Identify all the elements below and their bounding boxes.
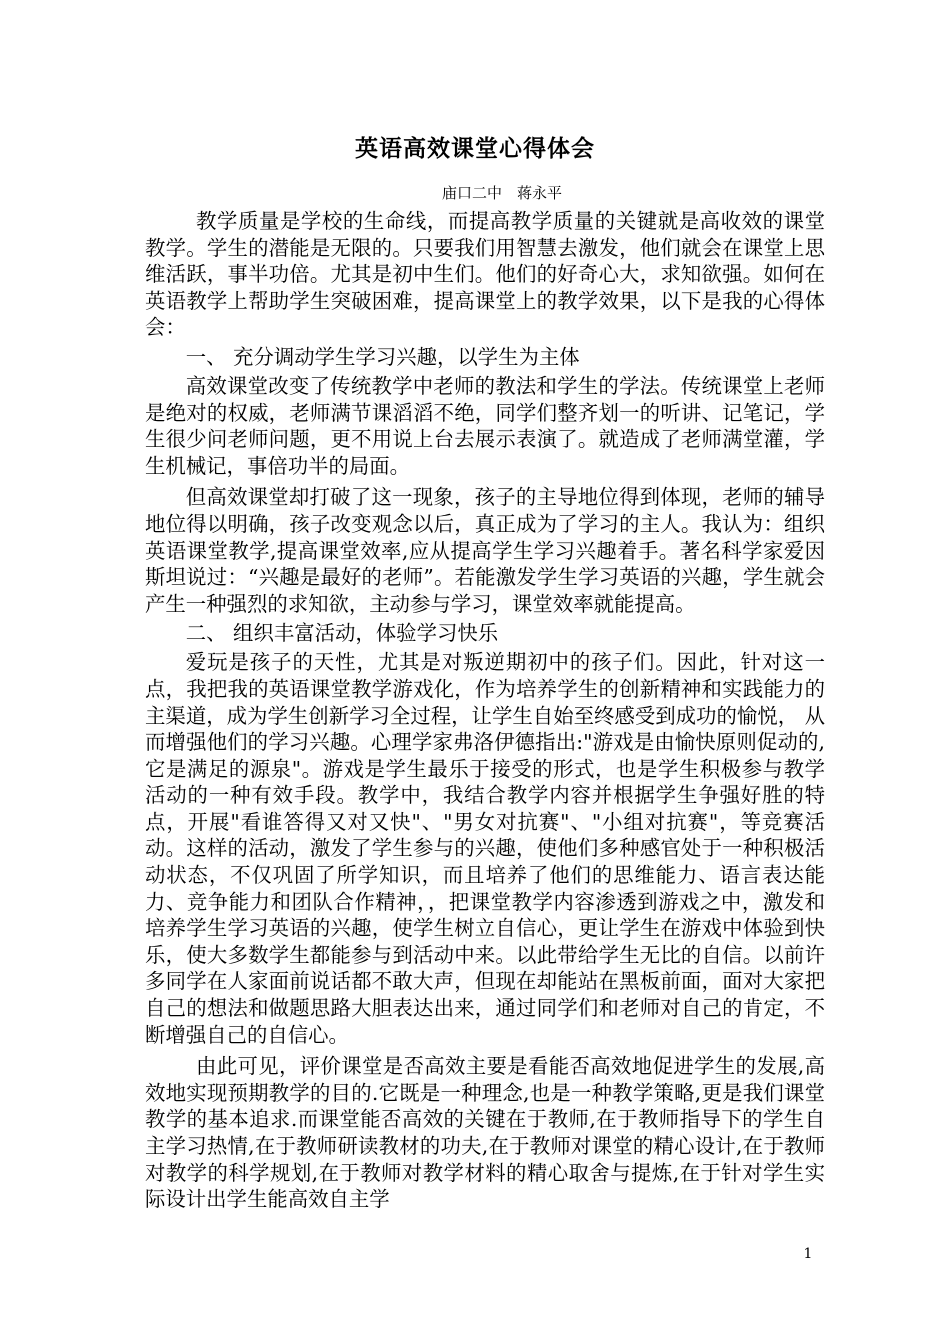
body-paragraph: 由此可见，评价课堂是否高效主要是看能否高效地促进学生的发展,高效地实现预期教学的目的.它既是一种理念,也是一种教学策略,更是我们课堂教学的基本追求.而课堂能否高效的关键在于教师,在于教师指导下的学生自主学习热情,在于教师研读教材的功夫,在于教师对课堂的精心设计,在于教师对教学的科学规划,在于教师对教学材料的精心取舍与提炼,在于针对学生实际设计出学生能高效自主学 [145,1054,825,1212]
document-body [145,208,825,1213]
author-line: 庙口二中 蒋永平 [441,184,562,202]
body-paragraph: 高效课堂改变了传统教学中老师的教法和学生的学法。传统课堂上老师是绝对的权威，老师满节课滔滔不绝，同学们整齐划一的听讲、记笔记，学生很少问老师问题，更不用说上台去展示表演了。就造成了老师满堂灌，学生机械记，事倍功半的局面。 [145,373,825,478]
body-paragraph: 爱玩是孩子的天性，尤其是对叛逆期初中的孩子们。因此，针对这一点，我把我的英语课堂教学游戏化，作为培养学生的创新精神和实践能力的主渠道，成为学生创新学习全过程，让学生自始至终感受到成功的愉悦， 从而增强他们的学习兴趣。心理学家弗洛伊德指出:"游戏是由愉快原则促动的,它是满足的源泉"。游戏是学生最乐于接受的形式，也是学生积极参与教学活动的一种有效手段。教学中，我结合教学内容并根据学生争强好胜的特点，开展"看谁答得又对又快"、"男女对抗赛"、"小组对抗赛"，等竞赛活动。这样的活动，激发了学生参与的兴趣，使他们多种感官处于一种积极活动状态，不仅巩固了所学知识，而且培养了他们的思维能力、语言表达能力、竞争能力和团队合作精神，，把课堂教学内容渗透到游戏之中，激发和培养学生学习英语的兴趣，使学生树立自信心，更让学生在游戏中体验到快乐，使大多数学生都能参与到活动中来。以此带给学生无比的自信。以前许多同学在人家面前说话都不敢大声，但现在却能站在黑板前面，面对大家把自己的想法和做题思路大胆表达出来，通过同学们和老师对自己的肯定，不断增强自己的自信心。 [145,650,825,1047]
intro-paragraph: 教学质量是学校的生命线，而提高教学质量的关键就是高收效的课堂教学。学生的潜能是无限的。只要我们用智慧去激发，他们就会在课堂上思维活跃，事半功倍。尤其是初中生们。他们的好奇心大，求知欲强。如何在英语教学上帮助学生突破困难，提高课堂上的教学效果，以下是我的心得体会： [145,209,825,340]
document-title: 英语高效课堂心得体会 [355,135,595,162]
page-number: 1 [803,1246,813,1262]
section-heading-1: 一、 充分调动学生学习兴趣，以学生为主体 [185,344,580,369]
body-paragraph: 但高效课堂却打破了这一现象，孩子的主导地位得到体现，老师的辅导地位得以明确，孩子改变观念以后，真正成为了学习的主人。我认为：组织英语课堂教学,提高课堂效率,应从提高学生学习兴趣着手。著名科学家爱因斯坦说过：“兴趣是最好的老师”。若能激发学生学习英语的兴趣，学生就会产生一种强烈的求知欲，主动参与学习，课堂效率就能提高。 [145,485,825,616]
section-heading-2: 二、 组织丰富活动，体验学习快乐 [185,621,499,646]
